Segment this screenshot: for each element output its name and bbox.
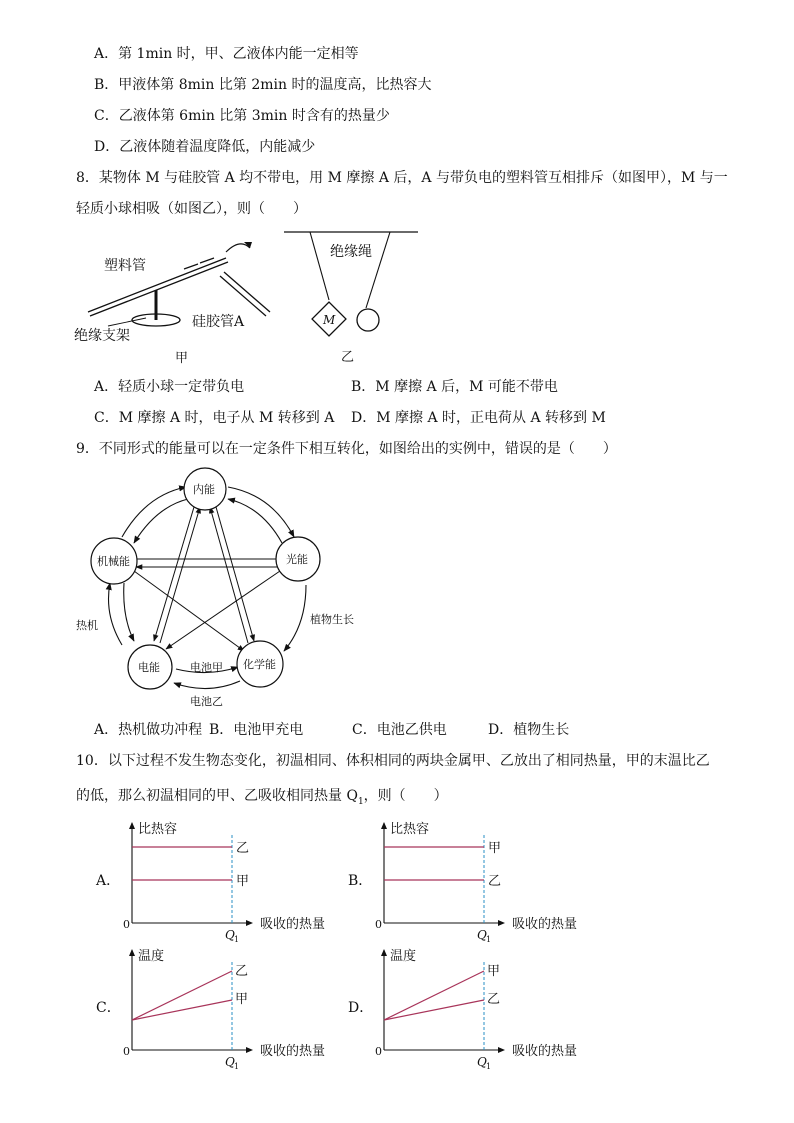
label-heat-engine: 热机 [76, 619, 98, 632]
arrow-mech-to-electric [124, 583, 134, 641]
y-axis-label: 比热容 [390, 822, 430, 837]
q9-option-a: A．热机做功冲程 [94, 722, 203, 738]
y-axis-arrow [129, 949, 135, 956]
q9-option-c: C．电池乙供电 [352, 722, 447, 738]
arrow-electric-to-mech [109, 583, 123, 645]
label-internal: 内能 [193, 483, 215, 496]
q1-tick-subscript: 1 [234, 935, 240, 944]
graph-letter: A． [96, 873, 121, 889]
graph-letter: C． [96, 1000, 121, 1016]
light-ball [357, 309, 379, 331]
x-axis-label: 吸收的热量 [512, 1044, 578, 1059]
series-upper-line [132, 971, 232, 1020]
figure-caption-jia: 甲 [175, 351, 189, 366]
y-axis-arrow [129, 822, 135, 829]
q1-tick-label: Q [477, 1055, 487, 1069]
silicone-tube [224, 272, 270, 312]
m-label: M [323, 313, 336, 327]
y-axis-arrow [381, 822, 387, 829]
q10-graph-a [96, 815, 356, 945]
label-mechanical: 机械能 [97, 555, 130, 568]
q7-option-b: B．甲液体第 8min 比第 2min 时的温度高，比热容大 [94, 77, 432, 93]
y-axis-label: 温度 [390, 949, 417, 964]
q8-option-c: C．M 摩擦 A 时，电子从 M 转移到 A [94, 410, 335, 426]
y-axis-label: 比热容 [138, 822, 178, 837]
q8-stem-line2: 轻质小球相吸（如图乙），则（ ） [76, 201, 307, 217]
x-axis-arrow [246, 1047, 253, 1053]
q10-stem-line1: 10．以下过程不发生物态变化，初温相同、体积相同的两块金属甲、乙放出了相同热量，甲的末温比乙 [76, 753, 710, 769]
graph-letter: B． [348, 873, 373, 889]
series-lower-line [132, 1000, 232, 1020]
q8-option-b: B．M 摩擦 A 后，M 可能不带电 [351, 379, 558, 395]
q1-tick-label: Q [477, 928, 487, 942]
origin-label: 0 [375, 1045, 382, 1058]
q9-option-b: B．电池甲充电 [209, 722, 304, 738]
rotation-arrow [226, 244, 250, 252]
series-lower-line [384, 1000, 484, 1020]
q8-option-d: D．M 摩擦 A 时，正电荷从 A 转移到 M [351, 410, 606, 426]
label-plant-growth: 植物生长 [310, 613, 354, 626]
q10-graph-b [348, 815, 608, 945]
silicone-tube-label: 硅胶管A [192, 314, 245, 330]
arrow-internal-to-light [228, 487, 294, 537]
arrow-light-to-internal [228, 499, 282, 543]
series-lower-label: 乙 [488, 874, 502, 889]
arrow-chemical-to-electric [174, 681, 240, 689]
q1-tick-subscript: 1 [486, 935, 492, 944]
q1-tick-subscript: 1 [486, 1062, 492, 1071]
q10-stem-tail: ，则（ ） [363, 788, 448, 804]
q1-tick-label: Q [225, 1055, 235, 1069]
x-axis-arrow [498, 1047, 505, 1053]
x-axis-label: 吸收的热量 [260, 1044, 326, 1059]
q9-energy-diagram [70, 465, 370, 715]
minus-sign [200, 258, 214, 263]
q7-option-a: A．第 1min 时，甲、乙液体内能一定相等 [94, 46, 359, 62]
x-axis-arrow [246, 920, 253, 926]
q10-graph-d [348, 942, 608, 1072]
q10-stem-line2 [76, 787, 448, 811]
figure-caption-yi: 乙 [341, 350, 355, 365]
x-axis-label: 吸收的热量 [512, 917, 578, 932]
q7-option-c: C．乙液体第 6min 比第 3min 时含有的热量少 [94, 108, 390, 124]
label-battery-yi: 电池乙 [190, 695, 223, 708]
label-electric: 电能 [138, 661, 160, 674]
q10-stem-sub: 1 [357, 796, 364, 807]
q8-figure-jia [74, 230, 274, 366]
series-lower-label: 甲 [235, 992, 249, 1007]
stand-label: 绝缘支架 [74, 328, 130, 344]
series-upper-label: 乙 [235, 964, 249, 979]
graph-letter: D． [348, 1000, 374, 1016]
y-axis-label: 温度 [138, 949, 165, 964]
q8-option-a: A．轻质小球一定带负电 [94, 379, 245, 395]
label-light: 光能 [286, 553, 308, 566]
series-upper-label: 乙 [236, 841, 250, 856]
arrow-light-to-chemical [284, 585, 306, 651]
x-axis-label: 吸收的热量 [260, 917, 326, 932]
q7-option-d: D．乙液体随着温度降低，内能减少 [94, 139, 316, 155]
origin-label: 0 [375, 918, 382, 931]
q10-graph-c [96, 942, 356, 1072]
q1-tick-label: Q [225, 928, 235, 942]
rope-label: 绝缘绳 [330, 244, 372, 260]
series-upper-label: 甲 [488, 841, 502, 856]
minus-sign [184, 264, 198, 269]
q9-stem: 9．不同形式的能量可以在一定条件下相互转化，如图给出的实例中，错误的是（ ） [76, 441, 617, 457]
x-axis-arrow [498, 920, 505, 926]
y-axis-arrow [381, 949, 387, 956]
label-battery-jia: 电池甲 [190, 661, 223, 674]
series-upper-label: 甲 [487, 964, 501, 979]
series-lower-label: 甲 [236, 874, 250, 889]
arrow-internal-to-mech [134, 499, 188, 543]
q1-tick-subscript: 1 [234, 1062, 240, 1071]
label-chemical: 化学能 [243, 658, 276, 671]
q10-stem-text: 的低，那么初温相同的甲、乙吸收相同热量 Q [76, 788, 358, 804]
series-lower-label: 乙 [487, 992, 501, 1007]
q8-stem-line1: 8．某物体 M 与硅胶管 A 均不带电，用 M 摩擦 A 后，A 与带负电的塑料管互相排斥（如图甲），M 与一 [76, 170, 728, 186]
q8-figure-yi [284, 228, 434, 368]
origin-label: 0 [123, 918, 130, 931]
arrow-mech-to-internal [122, 487, 186, 537]
series-upper-line [384, 971, 484, 1020]
q9-option-d: D．植物生长 [488, 722, 570, 738]
rope-left [310, 232, 329, 300]
plastic-tube-label: 塑料管 [104, 258, 146, 274]
origin-label: 0 [123, 1045, 130, 1058]
